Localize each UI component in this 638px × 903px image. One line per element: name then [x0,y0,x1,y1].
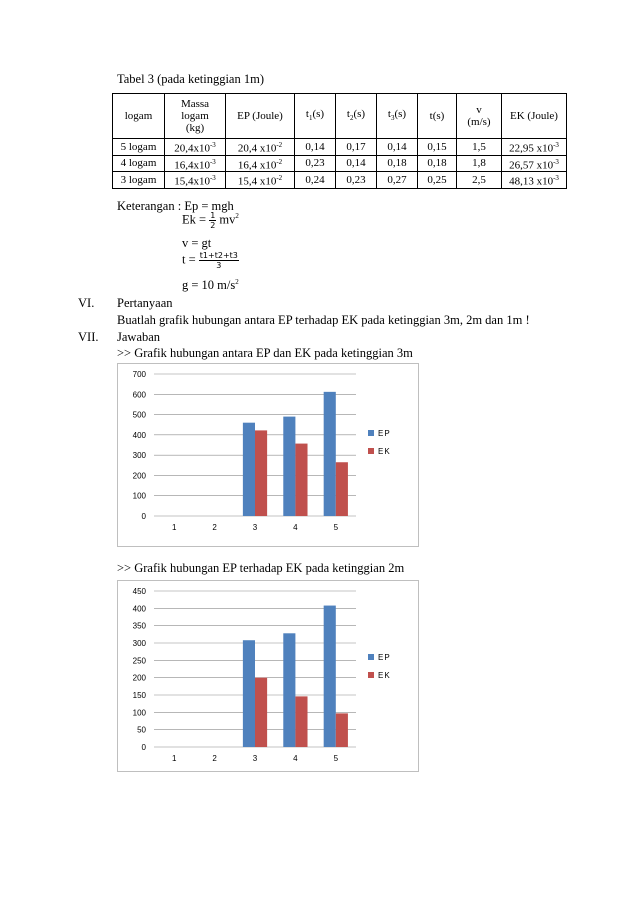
cell-t [418,155,457,172]
header-v-line2: (m/s) [467,116,491,128]
bar-ep [243,423,255,516]
chart1-title: >> Grafik hubungan antara EP dan EK pada ketinggian 3m [117,346,413,360]
table-row [113,139,567,156]
keterangan-ek [182,211,239,230]
cell-t2-value: 0,17 [346,140,366,153]
cell-ek [502,155,567,172]
y-tick-label: 0 [141,512,146,521]
cell-ek-value: 48,13 x10 [509,175,554,188]
bar-ep [283,633,295,747]
cell-ep-value: 16,4 x10 [237,159,277,172]
table-row [113,172,567,189]
ek-num: 1 [210,211,216,220]
cell-v-value: 1,5 [472,140,486,153]
x-tick-label: 4 [293,754,298,763]
cell-logam [113,172,165,189]
keterangan-g [182,278,239,293]
y-tick-label: 350 [132,621,146,631]
cell-massa-value: 20,4x10 [174,142,210,155]
header-t: t(s) [418,94,457,139]
y-tick-label: 500 [132,410,146,420]
legend-label-ep: EP [378,653,391,662]
section-vii-title: Jawaban [117,330,161,344]
ek-den: 2 [210,221,216,230]
cell-t2-value: 0,14 [346,157,366,170]
cell-logam-value: 5 logam [120,140,157,153]
cell-v [457,139,502,156]
legend-label-ek: EK [378,447,391,456]
header-massa [165,94,226,139]
table-row [113,155,567,172]
cell-t1-value: 0,23 [305,157,325,170]
y-tick-label: 250 [132,656,146,666]
x-tick-label: 4 [293,523,298,532]
t-den: 3 [216,261,222,270]
x-tick-label: 1 [171,523,177,532]
legend-swatch-ek [368,672,374,678]
x-tick-label: 2 [212,523,217,532]
x-tick-label: 5 [333,754,339,763]
x-tick-label: 3 [252,754,258,763]
cell-t1 [295,139,336,156]
y-tick-label: 600 [132,390,146,400]
cell-ep [226,172,295,189]
y-tick-label: 400 [132,604,146,614]
y-tick-label: 300 [132,639,146,648]
cell-t2 [336,172,377,189]
y-tick-label: 200 [132,673,146,683]
y-tick-label: 100 [132,708,146,718]
legend-swatch-ep [368,654,374,660]
cell-ep-value: 20,4 x10 [237,142,277,155]
y-tick-label: 50 [137,725,146,735]
section-vii-number: VII. [78,330,99,344]
cell-t1 [295,172,336,189]
bar-ep [283,417,295,516]
cell-t1 [295,155,336,172]
table-caption: Tabel 3 (pada ketinggian 1m) [117,72,264,86]
cell-t3 [377,155,418,172]
ek-suffix: mv [216,212,236,227]
cell-massa-exponent: -3 [209,157,216,166]
bar-ek [255,430,267,516]
cell-t [418,139,457,156]
bar-ep [324,606,336,747]
cell-logam [113,139,165,156]
cell-t-value: 0,15 [427,140,447,153]
keterangan-t [182,251,239,270]
y-tick-label: 450 [132,587,146,596]
t-prefix: t = [182,252,199,267]
bar-ek [336,462,348,516]
cell-v [457,155,502,172]
cell-v-value: 1,8 [472,157,486,170]
cell-ek-value: 22,95 x10 [509,142,554,155]
legend-swatch-ep [368,430,374,436]
cell-ep-value: 15,4 x10 [237,175,277,188]
bar-ep [243,640,255,747]
y-tick-label: 300 [132,451,146,461]
section-vi-number: VI. [78,296,95,310]
cell-massa-exponent: -3 [209,141,216,149]
cell-t2 [336,139,377,156]
cell-t-value: 0,25 [427,174,447,187]
cell-ek-exponent: -3 [553,157,559,166]
ek-sup: 2 [235,212,239,221]
keterangan-v: v = gt [182,236,212,250]
cell-massa [165,139,226,156]
ek-prefix: Ek = [182,212,210,227]
cell-t3-value: 0,18 [387,157,407,170]
section-vi-text: Buatlah grafik hubungan antara EP terhadap EK pada ketinggian 3m, 2m dan 1m ! [117,313,530,327]
t-num: t1+t2+t3 [199,251,238,260]
cell-logam-value: 3 logam [120,174,157,187]
header-t3: $t_3(s)$ [377,94,418,139]
cell-massa-value: 15,4x10 [174,175,210,188]
cell-t1-value: 0,24 [305,174,325,187]
x-tick-label: 5 [333,523,339,532]
cell-ek-exponent: -3 [553,174,559,183]
cell-t3 [377,172,418,189]
chart-ep-ek-2m-svg [118,581,418,771]
header-t1: $t_1(s)$ [295,94,336,139]
cell-ep [226,155,295,172]
cell-t3 [377,139,418,156]
y-tick-label: 200 [132,471,146,481]
cell-ek-value: 26,57 x10 [509,159,554,172]
header-massa-line2: logam [181,110,209,122]
legend-label-ep: EP [378,429,391,438]
g-sup: 2 [235,278,239,286]
header-v [457,94,502,139]
cell-ek [502,139,567,156]
header-t2: $t_2(s)$ [336,94,377,139]
chart-ep-ek-3m [117,363,419,547]
cell-v [457,172,502,189]
cell-massa-exponent: -3 [209,174,216,183]
x-tick-label: 1 [171,754,177,763]
cell-massa-value: 16,4x10 [174,159,210,172]
y-tick-label: 0 [141,743,146,752]
cell-t-value: 0,18 [427,157,447,170]
data-table [112,93,567,189]
header-v-line1: v [476,104,482,116]
cell-ek-exponent: -3 [553,141,559,149]
cell-t3-value: 0,14 [387,140,407,153]
table-header-row [113,94,567,139]
chart-ep-ek-2m [117,580,419,772]
keterangan-ep: Keterangan : Ep = mgh [117,199,234,213]
y-tick-label: 100 [132,491,146,501]
header-massa-line3: (kg) [185,122,205,134]
chart2-title: >> Grafik hubungan EP terhadap EK pada ketinggian 2m [117,561,405,575]
cell-t3-value: 0,27 [387,174,407,187]
cell-ep-exponent: -2 [276,157,283,166]
cell-logam-value: 4 logam [120,157,157,170]
header-ep: EP (Joule) [226,94,295,139]
cell-t2-value: 0,23 [346,174,366,187]
cell-massa [165,155,226,172]
cell-ep-exponent: -2 [276,141,283,149]
cell-massa [165,172,226,189]
cell-ek [502,172,567,189]
bar-ep [324,392,336,516]
x-tick-label: 3 [252,523,258,532]
bar-ek [295,444,307,516]
header-massa-line1: Massa [180,98,210,110]
cell-t2 [336,155,377,172]
legend-label-ek: EK [378,671,391,680]
bar-ek [255,678,267,747]
chart-ep-ek-3m-svg [118,364,418,546]
x-tick-label: 2 [212,754,217,763]
cell-t1-value: 0,14 [305,140,325,153]
legend-swatch-ek [368,448,374,454]
y-tick-label: 150 [132,691,146,700]
cell-v-value: 2,5 [472,174,486,187]
cell-ep [226,139,295,156]
cell-t [418,172,457,189]
header-ek: EK (Joule) [502,94,567,139]
header-logam: logam [113,94,165,139]
y-tick-label: 700 [132,370,146,379]
y-tick-label: 400 [132,430,146,440]
bar-ek [295,696,307,747]
section-vi-title: Pertanyaan [117,296,173,310]
bar-ek [336,713,348,747]
t-fraction [199,251,239,270]
cell-logam [113,155,165,172]
g-line: g = 10 m/s [182,278,236,293]
cell-ep-exponent: -2 [276,174,283,183]
